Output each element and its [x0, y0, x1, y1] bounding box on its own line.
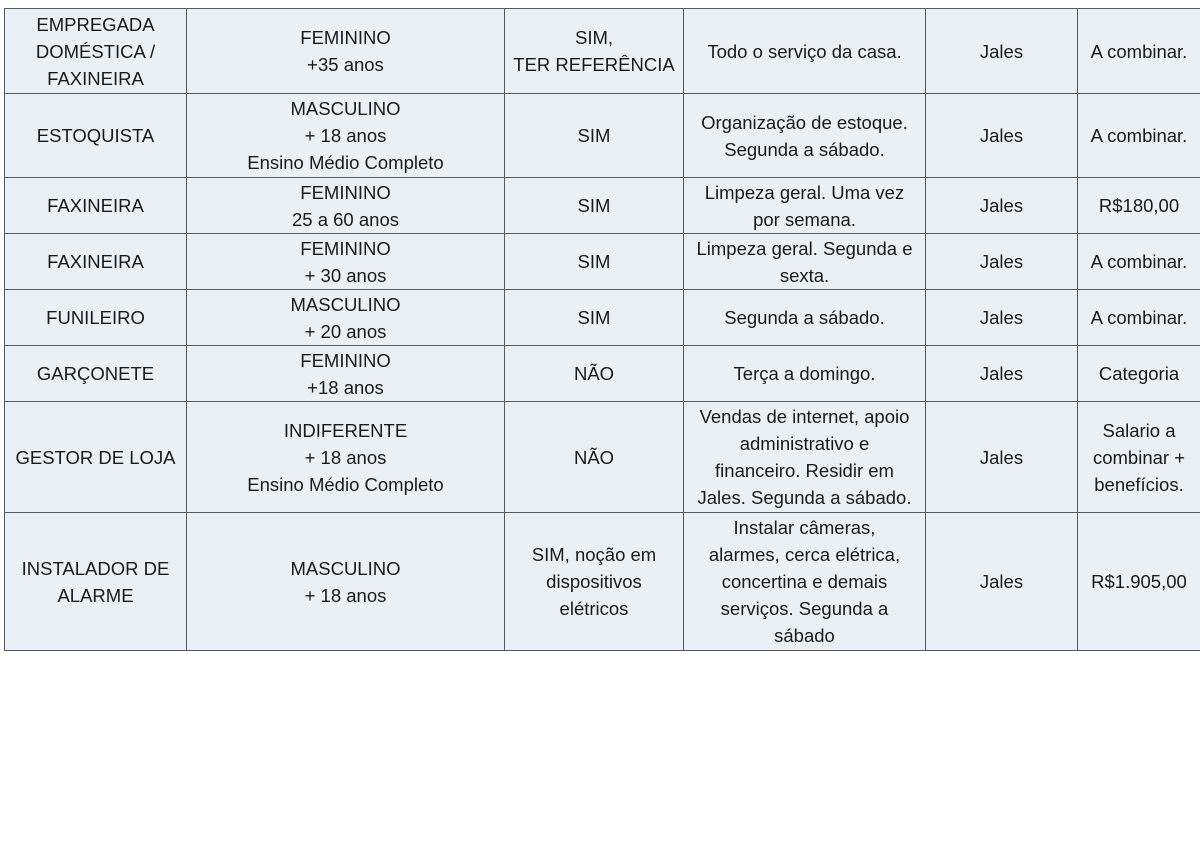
salary-cell: R$180,00 — [1078, 178, 1200, 234]
job-title-cell: FAXINEIRA — [5, 234, 187, 290]
city-cell: Jales — [926, 513, 1078, 651]
job-title-cell: FAXINEIRA — [5, 178, 187, 234]
job-listings-table — [4, 8, 1200, 651]
table-row — [5, 94, 1200, 178]
table-row — [5, 402, 1200, 513]
description-cell: Organização de estoque. Segunda a sábado. — [684, 94, 926, 178]
job-title-cell: GARÇONETE — [5, 346, 187, 402]
profile-cell: FEMININO 25 a 60 anos — [187, 178, 505, 234]
salary-cell: R$1.905,00 — [1078, 513, 1200, 651]
description-cell: Limpeza geral. Uma vez por semana. — [684, 178, 926, 234]
city-cell: Jales — [926, 234, 1078, 290]
profile-cell: MASCULINO + 18 anos — [187, 513, 505, 651]
salary-cell: A combinar. — [1078, 234, 1200, 290]
city-cell: Jales — [926, 290, 1078, 346]
description-cell: Instalar câmeras, alarmes, cerca elétrica, concertina e demais serviços. Segunda a sábado — [684, 513, 926, 651]
table-row — [5, 178, 1200, 234]
profile-cell: FEMININO +18 anos — [187, 346, 505, 402]
profile-cell: FEMININO + 30 anos — [187, 234, 505, 290]
table-row — [5, 513, 1200, 651]
table-row — [5, 9, 1200, 94]
experience-cell: NÃO — [505, 402, 684, 513]
city-cell: Jales — [926, 346, 1078, 402]
description-cell: Vendas de internet, apoio administrativo e financeiro. Residir em Jales. Segunda a sábado. — [684, 402, 926, 513]
salary-cell: Categoria — [1078, 346, 1200, 402]
description-cell: Limpeza geral. Segunda e sexta. — [684, 234, 926, 290]
job-title-cell: FUNILEIRO — [5, 290, 187, 346]
table-row — [5, 234, 1200, 290]
experience-cell: SIM — [505, 178, 684, 234]
salary-cell: Salario a combinar + benefícios. — [1078, 402, 1200, 513]
city-cell: Jales — [926, 9, 1078, 94]
job-title-cell: GESTOR DE LOJA — [5, 402, 187, 513]
description-cell: Terça a domingo. — [684, 346, 926, 402]
experience-cell: SIM — [505, 94, 684, 178]
salary-cell: A combinar. — [1078, 94, 1200, 178]
profile-cell: MASCULINO + 18 anos Ensino Médio Completo — [187, 94, 505, 178]
description-cell: Todo o serviço da casa. — [684, 9, 926, 94]
salary-cell: A combinar. — [1078, 290, 1200, 346]
city-cell: Jales — [926, 94, 1078, 178]
table-row — [5, 346, 1200, 402]
experience-cell: SIM — [505, 234, 684, 290]
experience-cell: SIM, noção em dispositivos elétricos — [505, 513, 684, 651]
job-title-cell: ESTOQUISTA — [5, 94, 187, 178]
description-cell: Segunda a sábado. — [684, 290, 926, 346]
salary-cell: A combinar. — [1078, 9, 1200, 94]
job-title-cell: INSTALADOR DE ALARME — [5, 513, 187, 651]
table-row — [5, 290, 1200, 346]
profile-cell: INDIFERENTE + 18 anos Ensino Médio Completo — [187, 402, 505, 513]
job-title-cell: EMPREGADA DOMÉSTICA / FAXINEIRA — [5, 9, 187, 94]
city-cell: Jales — [926, 402, 1078, 513]
profile-cell: MASCULINO + 20 anos — [187, 290, 505, 346]
experience-cell: NÃO — [505, 346, 684, 402]
experience-cell: SIM — [505, 290, 684, 346]
experience-cell: SIM, TER REFERÊNCIA — [505, 9, 684, 94]
city-cell: Jales — [926, 178, 1078, 234]
profile-cell: FEMININO +35 anos — [187, 9, 505, 94]
